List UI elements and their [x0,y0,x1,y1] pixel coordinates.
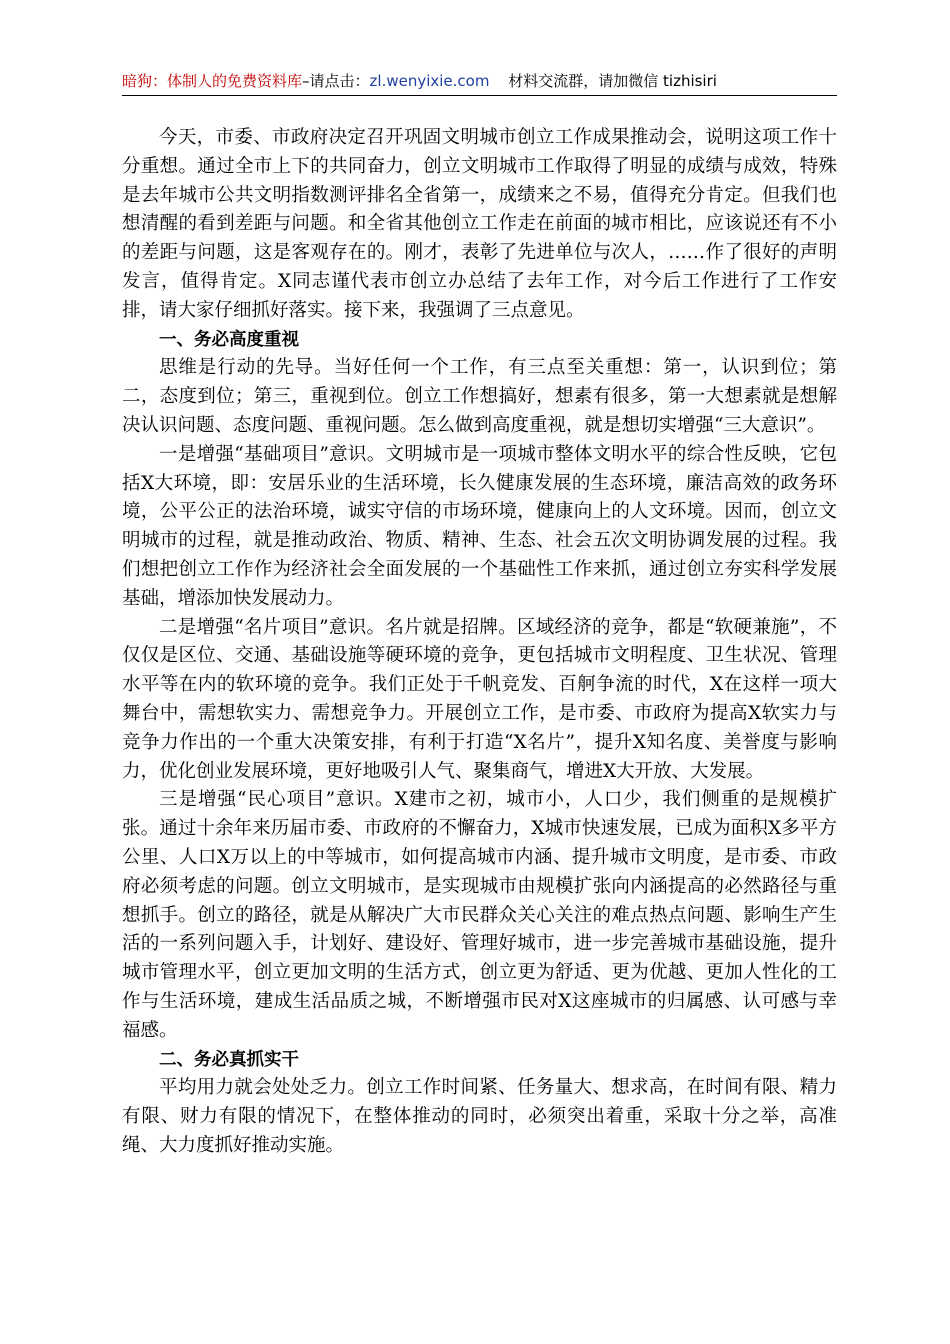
paragraph: 三是增强“民心项目”意识。X建市之初，城市小，人口少，我们侧重的是规模扩张。通过十余年来历届市委、市政府的不懈奋力，X城市快速发展，已成为面积X多平方公里、人口X万以上的中等城市，如何提高城市内涵、提升城市文明度，是市委、市政府必须考虑的问题。创立文明城市，是实现城市由规模扩张向内涵提高的必然路径与重想抓手。创立的路径，就是从解决广大市民群众关心关注的难点热点问题、影响生产生活的一系列问题入手，计划好、建设好、管理好城市，进一步完善城市基础设施，提升城市管理水平，创立更加文明的生活方式，创立更为舒适、更为优越、更加人性化的工作与生活环境，建成生活品质之城，不断增强市民对X这座城市的归属感、认可感与幸福感。 [122,789,837,1041]
header-url-link[interactable]: zl.wenyixie.com [369,72,490,90]
page-header [122,70,842,92]
paragraph: 今天，市委、市政府决定召开巩固文明城市创立工作成果推动会，说明这项工作十分重想。通过全市上下的共同奋力，创立文明城市工作取得了明显的成绩与成效，特殊是去年城市公共文明指数测评排名全省第一，成绩来之不易，值得充分肯定。但我们也想清醒的看到差距与问题。和全省其他创立工作走在前面的城市相比，应该说还有不小的差距与问题，这是客观存在的。刚才，表彰了先进单位与次人，……作了很好的声明发言，值得肯定。X同志谨代表市创立办总结了去年工作，对今后工作进行了工作安排，请大家仔细抓好落实。接下来，我强调了三点意见。 [122,127,837,321]
header-click-prompt: –请点击： [302,72,370,90]
paragraph: 一是增强“基础项目”意识。文明城市是一项城市整体文明水平的综合性反映，它包括X大环境，即：安居乐业的生活环境，长久健康发展的生态环境，廉洁高效的政务环境，公平公正的法治环境，诚实守信的市场环境，健康向上的人文环境。因而，创立文明城市的过程，就是推动政治、物质、精神、生态、社会五次文明协调发展的过程。我们想把创立工作作为经济社会全面发展的一个基础性工作来抓，通过创立夯实科学发展基础，增添加快发展动力。 [122,443,837,609]
header-contact: 材料交流群，请加微信 tizhisiri [508,72,717,90]
header-brand: 暗狗：体制人的免费资料库 [122,72,303,90]
document-body [122,124,837,1161]
paragraph: 二是增强“名片项目”意识。名片就是招牌。区域经济的竞争，都是“软硬兼施”，不仅仅是区位、交通、基础设施等硬环境的竞争，更包括城市文明程度、卫生状况、管理水平等在内的软环境的竞争。我们正处于千帆竞发、百舸争流的时代，X在这样一项大舞台中，需想软实力、需想竞争力。开展创立工作，是市委、市政府为提高X软实力与竞争力作出的一个重大决策安排，有利于打造“X名片”，提升X知名度、美誉度与影响力，优化创业发展环境，更好地吸引人气、聚集商气，增进X大开放、大发展。 [122,616,837,782]
section-heading-1: 一、务必高度重视 [159,329,299,350]
paragraph: 平均用力就会处处乏力。创立工作时间紧、任务量大、想求高，在时间有限、精力有限、财力有限的情况下，在整体推动的同时，必须突出着重，采取十分之举，高准绳、大力度抓好推动实施。 [122,1077,837,1156]
header-divider [122,95,837,96]
paragraph: 思维是行动的先导。当好任何一个工作，有三点至关重想：第一，认识到位；第二，态度到位；第三，重视到位。创立工作想搞好，想素有很多，第一大想素就是想解决认识问题、态度问题、重视问题。怎么做到高度重视，就是想切实增强“三大意识”。 [122,357,837,436]
section-heading-2: 二、务必真抓实干 [159,1049,299,1070]
